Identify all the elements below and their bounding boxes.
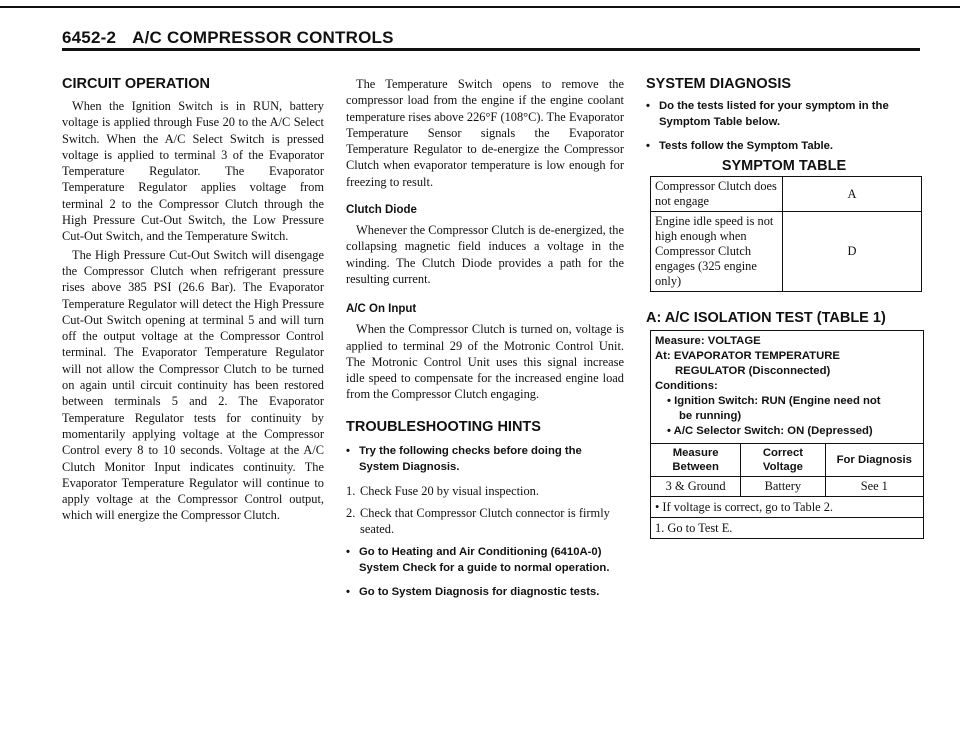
isolation-test-title: A: A/C ISOLATION TEST (TABLE 1): [646, 310, 886, 326]
isolation-note-2: 1. Go to Test E.: [651, 517, 923, 538]
step-text: Check Fuse 20 by visual inspection.: [360, 483, 539, 498]
at-line-continued: REGULATOR (Disconnected): [675, 365, 831, 377]
table-row: [651, 212, 922, 292]
page-header: [62, 28, 394, 48]
condition-ignition: • Ignition Switch: RUN (Engine need not: [667, 395, 881, 407]
ac-on-input-paragraph: When the Compressor Clutch is turned on, voltage is applied to terminal 29 of the Motronic Control Unit. The Motronic Control Unit uses this signal increase idle speed to compensate for the increased engine load from the Compressor Clutch engaging.: [346, 322, 624, 402]
middle-column: [346, 76, 624, 608]
step-item: [346, 483, 624, 499]
symptom-table: [650, 176, 922, 292]
table-row: [651, 177, 922, 212]
isolation-test-box: [650, 330, 924, 539]
isolation-note-1: • If voltage is correct, go to Table 2.: [651, 496, 923, 517]
test-code-cell: A: [783, 177, 922, 212]
clutch-diode-paragraph: Whenever the Compressor Clutch is de-energized, the collapsing magnetic field induces a voltage in the winding. The Clutch Diode provides a path for the resulting current.: [346, 223, 624, 286]
page-code: 6452-2: [62, 28, 117, 47]
header-measure-between: Measure Between: [651, 444, 741, 477]
isolation-test-conditions: [651, 331, 923, 443]
temperature-switch-paragraph: The Temperature Switch opens to remove the compressor load from the engine if the engine coolant temperature rises above 226°F (108°C). The Evaporator Temperature Sensor signals the Evaporator Temperature Regulator to de-energize the Compressor Clutch when evaporator temperature is low enough for freezing to result.: [346, 77, 624, 189]
step-text: Check that Compressor Clutch connector is firmly seated.: [360, 506, 610, 537]
circuit-operation-column: [62, 76, 324, 526]
header-for-diagnosis: For Diagnosis: [825, 444, 923, 477]
circuit-operation-heading: CIRCUIT OPERATION: [62, 76, 210, 92]
step-number: 2.: [346, 506, 356, 521]
measure-line: Measure: VOLTAGE: [655, 335, 761, 347]
header-rule: [62, 48, 920, 51]
diagnosis-bullets: [646, 98, 922, 154]
step-item: [346, 505, 624, 538]
table-header-row: [651, 444, 923, 477]
diagnosis-bullet: • Do the tests listed for your symptom in the Symptom Table below.: [646, 98, 922, 130]
at-line: At: EVAPORATOR TEMPERATURE: [655, 350, 840, 362]
troubleshooting-bullets-2: [346, 544, 624, 600]
cell-for-diagnosis: See 1: [825, 477, 923, 497]
isolation-test-table: [651, 443, 923, 496]
clutch-diode-heading: Clutch Diode: [346, 204, 417, 217]
system-diagnosis-column: [646, 76, 922, 539]
symptom-table-title: SYMPTOM TABLE: [721, 158, 847, 174]
test-code-cell: D: [783, 212, 922, 292]
troubleshooting-bullet: • Try the following checks before doing the System Diagnosis.: [346, 443, 624, 475]
condition-selector: • A/C Selector Switch: ON (Depressed): [667, 425, 873, 437]
troubleshooting-heading: TROUBLESHOOTING HINTS: [346, 418, 541, 435]
system-diagnosis-heading: SYSTEM DIAGNOSIS: [646, 76, 792, 92]
troubleshooting-bullet: • Go to Heating and Air Conditioning (6410A-0) System Check for a guide to normal operation.: [346, 544, 624, 576]
table-row: [651, 477, 923, 497]
conditions-label: Conditions:: [655, 380, 718, 392]
ac-on-input-heading: A/C On Input: [346, 303, 417, 316]
troubleshooting-bullet: • Go to System Diagnosis for diagnostic tests.: [346, 584, 624, 600]
top-rule: [0, 6, 960, 8]
header-correct-voltage: Correct Voltage: [741, 444, 825, 477]
symptom-cell: Engine idle speed is not high enough when Compressor Clutch engages (325 engine only): [651, 212, 783, 292]
step-number: 1.: [346, 483, 356, 498]
troubleshooting-steps: [346, 483, 624, 538]
circuit-paragraph-1: When the Ignition Switch is in RUN, battery voltage is applied through Fuse 20 to the A/C Select Switch. When the A/C Select Switch is pressed voltage is applied to terminal 3 of the Evaporator Temperature Regulator. The Evaporator Temperature Regulator applies voltage from terminal 2 to the Compressor Clutch through the High Pressure Cut-Out Switch, the Low Pressure Cut-Out Switch, and the Temperature Switch.: [62, 99, 324, 244]
page-title: A/C COMPRESSOR CONTROLS: [132, 28, 394, 47]
cell-correct-voltage: Battery: [741, 477, 825, 497]
circuit-paragraph-2: The High Pressure Cut-Out Switch will disengage the Compressor Clutch when refrigerant pressure rises above 385 PSI (26.6 Bar). The Evaporator Temperature Regulator will detect the High Pressure Cut-Out Switch opening at terminal 5 and will turn off the output voltage at the Compressor Control terminal. The Evaporator Temperature Regulator will not allow the Compressor Clutch to be turned on again until circuit continuity has been restored between terminals 5 and 2. The Evaporator Temperature Regulator tests for continuity by momentarily applying voltage at the Compressor Control every 8 to 10 seconds. Voltage at the A/C Clutch Monitor Input indicates continuity. The Evaporator Temperature Regulator will continue to apply voltage at the Compressor Control output, which will energize the Compressor Clutch.: [62, 247, 324, 523]
symptom-cell: Compressor Clutch does not engage: [651, 177, 783, 212]
troubleshooting-bullets-1: [346, 443, 624, 475]
diagnosis-bullet: • Tests follow the Symptom Table.: [646, 138, 922, 154]
condition-ignition-continued: be running): [679, 410, 742, 422]
cell-measure-between: 3 & Ground: [651, 477, 741, 497]
